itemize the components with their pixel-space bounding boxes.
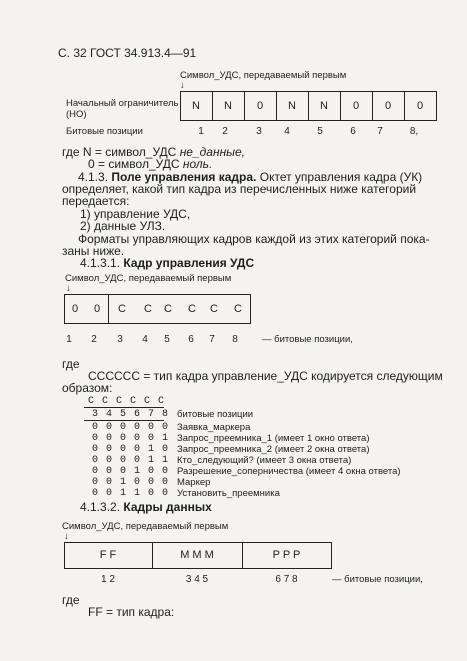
paragraph-line: образом: [62,381,113,395]
page-header: С. 32 ГОСТ 34.913.4—91 [58,46,197,60]
fig3-group-mmm: M M M [180,549,214,561]
fig2-cell: C [144,303,152,315]
list-item: 2) данные УЛЗ. [80,219,166,233]
section-4-1-3-title: Поле управления кадра. [111,170,257,184]
fig1-cell: 0 [256,100,264,112]
fig1-cell: N [224,100,232,112]
fig1-bit: 1 [198,126,204,137]
where-label: где [62,357,80,371]
fig1-cell: 0 [384,100,392,112]
fig1-bit: 2 [222,126,228,137]
list-item: 1) управление УДС, [80,207,191,221]
section-4-1-3-1-heading [80,256,254,270]
table-head-numbers: 3 4 5 6 7 8 [92,409,170,420]
table-row-name: Установить_преемника [177,488,280,499]
where-0-text: 0 = символ_УДС [88,157,180,171]
fig1-cell: 0 [416,100,424,112]
table-row-code: 0 0 0 1 0 0 [92,466,170,477]
fig1-bit: 5 [317,126,323,137]
fig3-group-priority: P P P [272,549,301,561]
fig2-arrow: ↓ [66,283,71,294]
fig2-bit: 5 [164,334,170,345]
table-row-code: 0 0 0 0 1 1 [92,455,170,466]
fig1-bit: 8, [409,126,419,137]
fig1-row-label: Начальный ограничитель [66,98,179,109]
table-row-code: 0 0 1 1 0 0 [92,488,170,499]
fig1-divider [436,91,437,121]
fig2-cell: C [118,303,126,315]
section-4-1-3-2-heading [80,500,212,514]
frame-type-definition: FF = тип кадра: [88,605,175,619]
fig1-bit: 3 [256,126,262,137]
fig3-bits: 1 2 [101,574,115,585]
section-4-1-3-2-title: Кадры данных [123,500,212,514]
fig2-divider [108,294,109,324]
fig1-cell: 0 [352,100,360,112]
fig1-cell: N [192,100,200,112]
where-n-text: где N = символ_УДС [62,145,177,159]
fig3-bits: 3 4 5 [185,574,209,585]
table-head-rule [84,407,164,408]
table-row-name: Запрос_преемника_1 (имеет 1 окно ответа) [177,433,370,444]
paragraph-line: определяет, какой тип кадра из перечисленных ниже категорий [62,182,417,196]
table-row-name: Запрос_преемника_2 (имеет 2 окна ответа) [177,444,370,455]
section-4-1-3-2-number: 4.1.3.2. [80,500,121,514]
section-4-1-3-1-number: 4.1.3.1. [80,256,121,270]
fig2-bit: 2 [91,334,97,345]
fig1-cell: N [320,100,328,112]
fig2-bit: 4 [142,334,148,345]
fig3-arrow: ↓ [64,531,69,542]
fig2-cell: 0 [71,303,79,315]
fig1-bit: 4 [284,126,290,137]
fig2-bits-label: — битовые позиции, [262,334,353,345]
fig2-cell: C [188,303,196,315]
fig2-bit: 1 [66,334,72,345]
fig2-divider [64,294,65,324]
fig3-caption: Символ_УДС, передаваемый первым [62,521,229,532]
where-n-italic: не_данные, [179,145,246,159]
fig2-caption: Символ_УДС, передаваемый первым [65,273,232,284]
fig3-divider [331,542,332,569]
fig3-bits: 6 7 8 [275,574,298,585]
paragraph-line: передается: [62,194,130,208]
table-row-name: Заявка_маркера [177,422,251,433]
where-0-italic: ноль. [182,157,213,171]
fig2-cell: C [164,303,172,315]
fig2-bottom-border [64,323,251,324]
fig1-cell: N [288,100,296,112]
table-row-name: Разрешение_соперничества (имеет 4 окна ответа) [177,466,401,477]
fig2-divider [250,294,251,324]
section-4-1-3-1-title: Кадр управления УДС [123,256,255,270]
fig2-bit: 3 [117,334,123,345]
table-head-label: битовые позиции [177,409,254,420]
table-row-code: 0 0 1 0 0 0 [92,477,170,488]
fig2-cell: C [210,303,218,315]
fig1-bit: 7 [377,126,383,137]
fig2-bit: 7 [209,334,215,345]
table-row-code: 0 0 0 0 0 1 [92,433,170,444]
fig2-cell: 0 [93,303,101,315]
table-row-code: 0 0 0 0 0 0 [92,422,170,433]
where-label: где [62,593,80,607]
fig1-caption: Символ_УДС, передаваемый первым [180,70,347,81]
table-head-letters: С С С С С С [88,396,166,407]
paragraph-line: СССССС = тип кадра управление_УДС кодируется следующим [88,369,443,383]
fig2-bit: 6 [188,334,194,345]
fig3-bottom-border [64,568,332,569]
fig3-bits-label: — битовые позиции, [332,574,423,585]
fig1-arrow: ↓ [180,80,185,91]
fig1-bits-label: Битовые позиции [66,126,143,137]
paragraph-line: Форматы управляющих кадров каждой из этих категорий пока- [78,232,430,246]
fig3-top-border [64,542,332,543]
paragraph-line: заны ниже. [62,244,125,258]
table-row-code: 0 0 0 0 1 0 [92,444,170,455]
fig2-top-border [64,294,251,295]
table-head-rule [84,420,164,421]
where-0-line [88,157,212,171]
section-4-1-3-text: Октет управления кадра (УК) [259,170,423,184]
table-row-name: Кто_следующий? (имеет 3 окна ответа) [177,455,352,466]
fig2-cell: C [234,303,242,315]
section-4-1-3-number: 4.1.3. [78,170,109,184]
fig1-bit: 6 [350,126,356,137]
table-row-name: Маркер [177,477,211,488]
fig3-group-frame-type: F F [99,549,117,561]
fig2-bit: 8 [232,334,238,345]
fig1-row-label-abbr: (НО) [66,109,87,120]
